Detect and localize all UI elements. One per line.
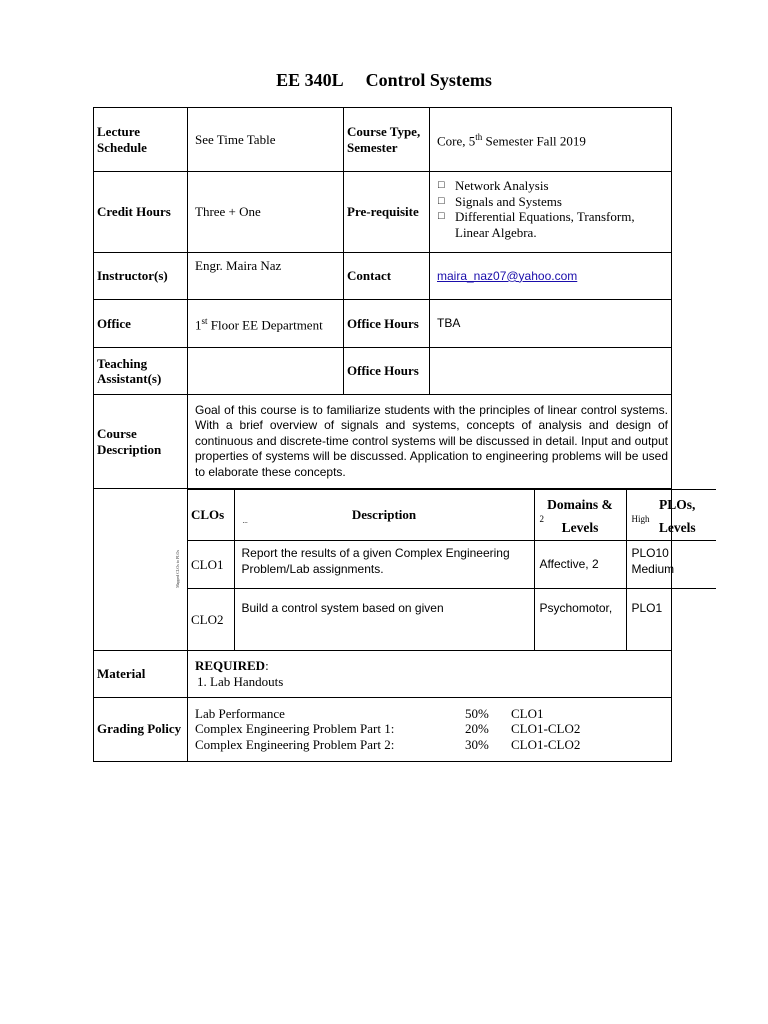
teaching-assistant-value	[188, 348, 344, 395]
row-instructor	[94, 253, 672, 300]
lecture-schedule-value: See Time Table	[188, 108, 344, 172]
office-hours-value: TBA	[430, 300, 672, 348]
clo-plo: PLO1	[626, 589, 716, 650]
grading-policy-label: Grading Policy	[94, 697, 188, 761]
grading-item-percent: 50%	[465, 705, 489, 721]
grading-item-clo: CLO1-CLO2	[511, 721, 581, 737]
grading-item-name: Complex Engineering Problem Part 1:	[195, 721, 395, 737]
row-lecture-schedule	[94, 108, 672, 172]
ta-office-hours-label: Office Hours	[344, 348, 430, 395]
prerequisite-item: □ Differential Equations, Transform, Linear Algebra.	[437, 209, 668, 240]
page-title	[0, 70, 768, 91]
clo-description: Report the results of a given Complex Engineering Problem/Lab assignments.	[234, 541, 534, 589]
prerequisite-item: □ Signals and Systems	[437, 194, 668, 210]
office-hours-label: Office Hours	[344, 300, 430, 348]
office-value: 1st Floor EE Department	[188, 300, 344, 348]
contact-label: Contact	[344, 253, 430, 300]
contact-value	[430, 253, 672, 300]
grading-item-clo: CLO1-CLO2	[511, 736, 581, 752]
row-office	[94, 300, 672, 348]
credit-hours-label: Credit Hours	[94, 172, 188, 253]
clo-table-header	[188, 490, 716, 541]
clo-domain: Psychomotor,	[534, 589, 626, 650]
domains-header: Domains & 2 Levels	[534, 490, 626, 541]
clo-mapping-cell	[94, 489, 188, 651]
course-outline-table	[93, 107, 696, 762]
clo-description: Build a control system based on given	[234, 589, 534, 650]
grading-item	[195, 737, 580, 753]
row-credit-hours	[94, 172, 672, 253]
clo-mapping-note: Mapped CLOs to PLOs	[174, 550, 180, 589]
row-material	[94, 650, 672, 697]
material-content: REQUIRED: 1. Lab Handouts	[188, 650, 672, 697]
prerequisite-label: Pre-requisite	[344, 172, 430, 253]
clo-table-cell	[188, 489, 696, 651]
credit-hours-value: Three + One	[188, 172, 344, 253]
grading-item-name: Lab Performance	[195, 705, 285, 721]
row-course-description	[94, 395, 672, 489]
course-type-label: Course Type, Semester	[344, 108, 430, 172]
grading-policy-content	[188, 697, 672, 761]
ta-office-hours-value	[430, 348, 672, 395]
material-label: Material	[94, 650, 188, 697]
material-item: 1. Lab Handouts	[197, 673, 284, 689]
grading-item-clo: CLO1	[511, 705, 544, 721]
grading-item-percent: 20%	[465, 721, 489, 737]
plos-header: PLOs, High Levels	[626, 490, 716, 541]
row-teaching-assistant	[94, 348, 672, 395]
lecture-schedule-label: Lecture Schedule	[94, 108, 188, 172]
description-header: ... Description	[234, 490, 534, 541]
prerequisite-item: □ Network Analysis	[437, 178, 668, 194]
table-row	[188, 589, 716, 650]
contact-email-link[interactable]: maira_naz07@yahoo.com	[437, 268, 578, 283]
clo-id: CLO2	[188, 589, 234, 650]
clo-id: CLO1	[188, 541, 234, 589]
course-description-label: Course Description	[94, 395, 188, 489]
clo-plo: PLO10 Medium	[626, 541, 716, 589]
clo-table	[188, 489, 716, 650]
course-code: EE 340L	[276, 70, 344, 90]
clo-header: CLOs	[188, 490, 234, 541]
prerequisite-list	[430, 172, 672, 253]
grading-item	[195, 721, 580, 737]
course-type-value: Core, 5th Semester Fall 2019	[430, 108, 672, 172]
table-row	[188, 541, 716, 589]
clo-domain: Affective, 2	[534, 541, 626, 589]
grading-item-name: Complex Engineering Problem Part 2:	[195, 736, 395, 752]
teaching-assistant-label: Teaching Assistant(s)	[94, 348, 188, 395]
course-name: Control Systems	[365, 70, 492, 90]
office-label: Office	[94, 300, 188, 348]
clo-header-row	[94, 489, 672, 540]
instructor-value: Engr. Maira Naz	[188, 253, 344, 300]
course-description-text: Goal of this course is to familiarize students with the principles of linear control systems. With a brief overview of signals and systems, concepts of analysis and design of continuous and discrete-time control systems will be discussed in detail. Input and output properties of systems will be discussed. Application to engineering problems will be used to elaborate these concepts.	[188, 395, 672, 489]
grading-item	[195, 706, 580, 722]
instructor-label: Instructor(s)	[94, 253, 188, 300]
grading-item-percent: 30%	[465, 736, 489, 752]
row-grading-policy	[94, 697, 672, 761]
